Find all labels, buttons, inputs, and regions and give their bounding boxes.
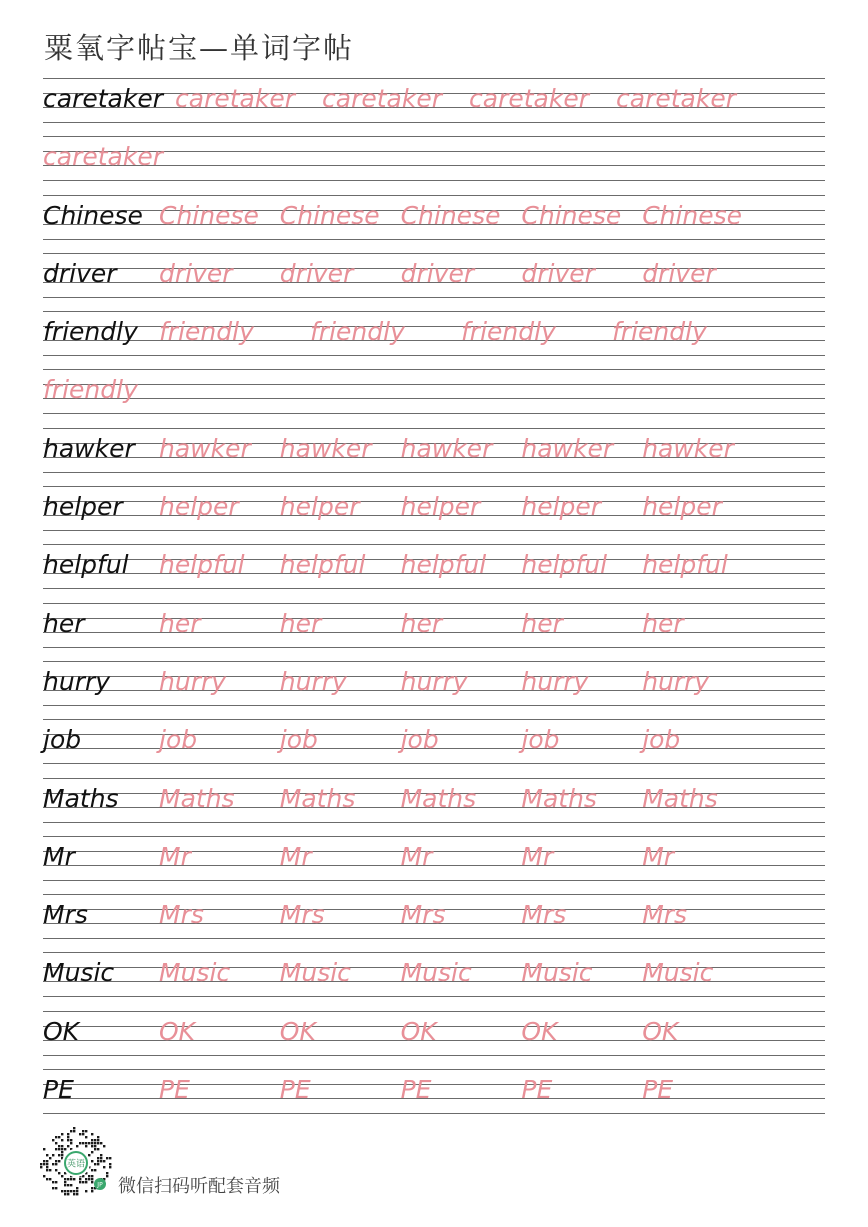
guide-line	[43, 413, 825, 414]
trace-word: driver	[159, 258, 233, 288]
model-word: PE	[43, 1075, 74, 1105]
trace-word: helpful	[159, 550, 245, 580]
word-row	[43, 81, 825, 121]
guide-line	[43, 763, 825, 764]
practice-row	[43, 659, 825, 717]
word-row	[43, 664, 825, 704]
guide-line	[43, 311, 825, 312]
trace-word: Chinese	[642, 200, 743, 230]
practice-row	[43, 426, 825, 484]
guide-line	[43, 78, 825, 79]
trace-word: PE	[279, 1075, 311, 1105]
trace-word: caretaker	[175, 84, 295, 113]
guide-line	[43, 1055, 825, 1056]
practice-row	[43, 76, 825, 134]
trace-word: Chinese	[521, 200, 622, 230]
trace-word: driver	[400, 258, 475, 288]
trace-word: Mrs	[279, 900, 325, 930]
practice-row	[43, 776, 825, 834]
trace-word: helpful	[521, 550, 608, 580]
guide-line	[43, 253, 825, 254]
trace-word: friendly	[43, 375, 138, 405]
word-row	[43, 606, 825, 646]
guide-line	[43, 180, 825, 181]
word-row	[43, 372, 825, 412]
practice-row	[43, 1009, 825, 1067]
trace-word: OK	[279, 1016, 316, 1046]
word-row	[43, 431, 825, 471]
guide-line	[43, 1069, 825, 1070]
guide-line	[43, 195, 825, 196]
practice-row	[43, 834, 825, 892]
trace-word: Maths	[159, 783, 235, 813]
model-word: Music	[43, 958, 115, 988]
trace-word: caretaker	[43, 142, 163, 172]
trace-word: hurry	[400, 666, 468, 696]
trace-word: helpful	[279, 550, 366, 580]
guide-line	[43, 880, 825, 881]
trace-word: helper	[279, 492, 360, 522]
trace-word: PE	[642, 1075, 674, 1105]
trace-word: job	[159, 725, 198, 755]
trace-word: hurry	[159, 666, 227, 696]
trace-word: caretaker	[469, 84, 589, 113]
word-row	[43, 897, 825, 937]
word-row	[43, 547, 825, 587]
word-row	[43, 314, 825, 354]
model-word: hawker	[43, 433, 135, 463]
guide-line	[43, 661, 825, 662]
model-word: hurry	[43, 666, 111, 696]
trace-word: OK	[642, 1016, 679, 1046]
trace-word: Chinese	[400, 200, 501, 230]
trace-word: Mr	[521, 841, 554, 871]
guide-line	[43, 778, 825, 779]
model-word: Mrs	[43, 900, 88, 930]
trace-word: her	[159, 608, 201, 638]
trace-word: helpful	[400, 550, 487, 580]
guide-line	[43, 544, 825, 545]
trace-word: OK	[400, 1016, 437, 1046]
practice-row	[43, 484, 825, 542]
trace-word: Music	[400, 958, 472, 988]
practice-row	[43, 892, 825, 950]
guide-line	[43, 719, 825, 720]
practice-row	[43, 950, 825, 1008]
trace-word: helper	[642, 492, 722, 522]
qr-badge-label: 英语	[66, 1159, 86, 1170]
footer	[40, 1127, 440, 1199]
guide-line	[43, 122, 825, 123]
guide-line	[43, 603, 825, 604]
trace-word: Maths	[400, 783, 477, 813]
model-word: her	[43, 608, 85, 638]
guide-line	[43, 822, 825, 823]
trace-word: caretaker	[322, 84, 442, 113]
trace-word: her	[642, 608, 684, 638]
guide-line	[43, 355, 825, 356]
guide-line	[43, 836, 825, 837]
trace-word: Maths	[642, 783, 718, 813]
guide-line	[43, 369, 825, 370]
practice-row	[43, 309, 825, 367]
practice-row	[43, 193, 825, 251]
guide-line	[43, 647, 825, 648]
trace-word: driver	[521, 258, 595, 288]
model-word: OK	[43, 1016, 80, 1046]
trace-word: friendly	[159, 317, 254, 347]
model-word: helpful	[43, 550, 129, 580]
practice-row	[43, 601, 825, 659]
trace-word: Music	[642, 958, 714, 988]
practice-row	[43, 542, 825, 600]
word-row	[43, 955, 825, 995]
trace-word: OK	[159, 1016, 196, 1046]
trace-word: helper	[400, 492, 481, 522]
trace-word: job	[279, 725, 318, 755]
qr-corner-label: JP	[97, 1181, 103, 1189]
trace-word: Music	[159, 958, 231, 988]
trace-word: friendly	[310, 317, 405, 347]
trace-word: Mr	[159, 841, 191, 871]
trace-word: helpful	[642, 550, 728, 580]
trace-word: Music	[279, 958, 351, 988]
trace-word: her	[279, 608, 322, 638]
model-word: helper	[43, 492, 123, 522]
word-row	[43, 1072, 825, 1112]
trace-word: job	[521, 725, 560, 755]
guide-line	[43, 136, 825, 137]
trace-word: job	[400, 725, 439, 755]
handwriting-sheet	[43, 76, 825, 1125]
trace-word: hawker	[279, 433, 372, 463]
trace-word: Mrs	[642, 900, 688, 930]
guide-line	[43, 996, 825, 997]
word-row	[43, 722, 825, 762]
trace-word: driver	[642, 258, 716, 288]
guide-line	[43, 938, 825, 939]
trace-word: Maths	[279, 783, 356, 813]
guide-line	[43, 530, 825, 531]
trace-word: hawker	[400, 433, 493, 463]
trace-word: PE	[521, 1075, 553, 1105]
trace-word: hurry	[279, 666, 347, 696]
practice-row	[43, 367, 825, 425]
guide-line	[43, 952, 825, 953]
trace-word: Mrs	[521, 900, 567, 930]
page-title: 粟氧字帖宝—单词字帖	[44, 31, 355, 65]
trace-word: hawker	[159, 433, 251, 463]
word-row	[43, 839, 825, 879]
guide-line	[43, 428, 825, 429]
trace-word: OK	[521, 1016, 558, 1046]
practice-row	[43, 251, 825, 309]
guide-line	[43, 588, 825, 589]
guide-line	[43, 894, 825, 895]
trace-word: PE	[400, 1075, 432, 1105]
model-word: driver	[43, 258, 117, 288]
trace-word: friendly	[461, 317, 556, 347]
trace-word: Chinese	[279, 200, 380, 230]
word-row	[43, 198, 825, 238]
trace-word: hurry	[642, 666, 710, 696]
trace-word: PE	[159, 1075, 190, 1105]
practice-row	[43, 1067, 825, 1125]
guide-line	[43, 486, 825, 487]
model-word: friendly	[43, 317, 138, 347]
guide-line	[43, 239, 825, 240]
trace-word: Chinese	[159, 200, 259, 230]
word-row	[43, 1014, 825, 1054]
trace-word: friendly	[612, 317, 707, 347]
trace-word: hawker	[642, 433, 734, 463]
trace-word: hawker	[521, 433, 614, 463]
word-row	[43, 256, 825, 296]
trace-word: Mrs	[400, 900, 446, 930]
trace-word: helper	[159, 492, 239, 522]
trace-word: her	[521, 608, 563, 638]
practice-row	[43, 134, 825, 192]
word-row	[43, 489, 825, 529]
trace-word: Music	[521, 958, 593, 988]
trace-word: Mr	[642, 841, 675, 871]
trace-word: hurry	[521, 666, 589, 696]
model-word: caretaker	[43, 84, 163, 113]
trace-word: driver	[279, 258, 354, 288]
qr-code-icon[interactable]	[40, 1127, 112, 1199]
guide-line	[43, 472, 825, 473]
word-row	[43, 781, 825, 821]
model-word: Chinese	[43, 200, 143, 230]
trace-word: Mrs	[159, 900, 204, 930]
practice-row	[43, 717, 825, 775]
trace-word: Maths	[521, 783, 597, 813]
audio-caption: 微信扫码听配套音频	[118, 1176, 280, 1197]
guide-line	[43, 1011, 825, 1012]
word-row	[43, 139, 825, 179]
trace-word: her	[400, 608, 443, 638]
model-word: job	[43, 725, 82, 755]
guide-line	[43, 705, 825, 706]
trace-word: caretaker	[616, 84, 736, 113]
guide-line	[43, 297, 825, 298]
trace-word: job	[642, 725, 681, 755]
trace-word: Mr	[279, 841, 312, 871]
model-word: Mr	[43, 841, 75, 871]
trace-word: helper	[521, 492, 602, 522]
model-word: Maths	[43, 783, 119, 813]
trace-word: Mr	[400, 841, 433, 871]
guide-line	[43, 1113, 825, 1114]
